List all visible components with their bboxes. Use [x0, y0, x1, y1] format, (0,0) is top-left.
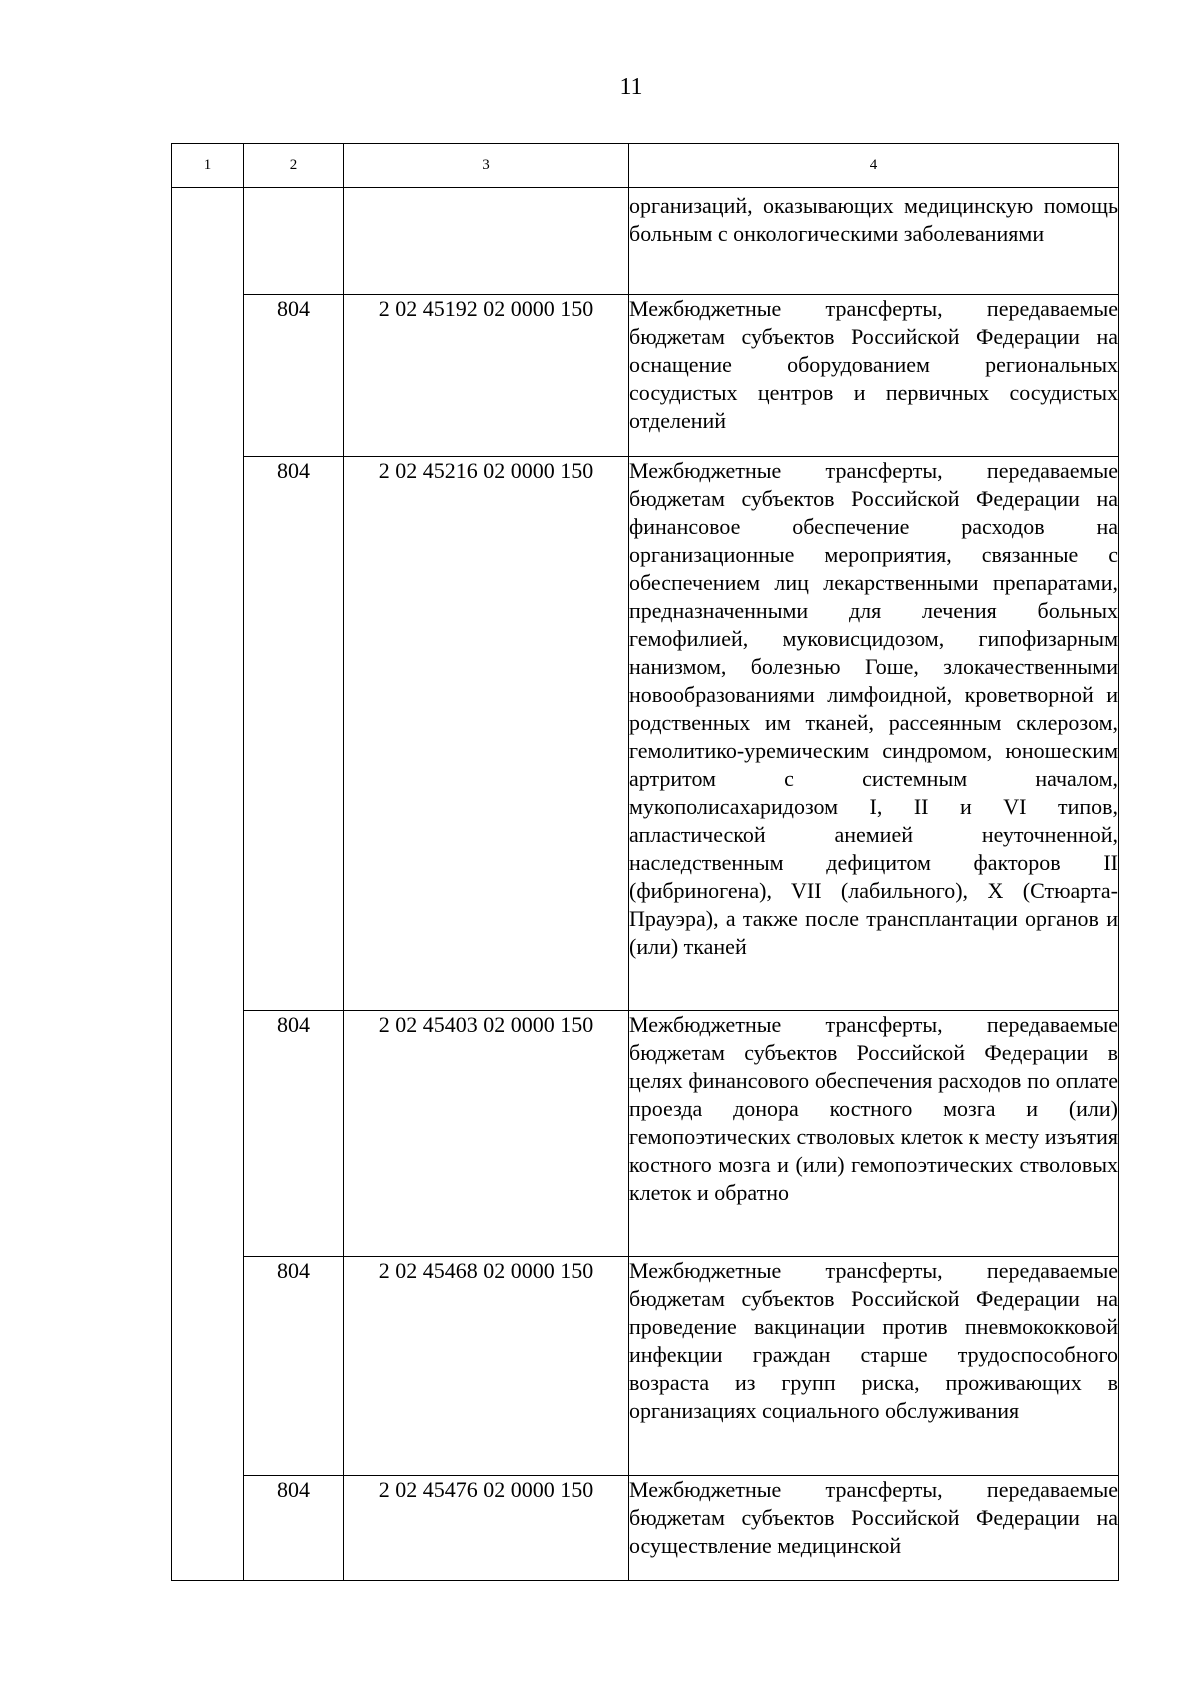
- table-header-row: [172, 144, 1119, 188]
- table-row: [172, 295, 1119, 457]
- budget-table: [171, 143, 1119, 1581]
- description-cell: организаций, оказывающих медицинскую помощь больным с онкологическими заболеваниями: [629, 188, 1119, 295]
- header-col-2: 2: [244, 144, 344, 188]
- admin-code-cell: [244, 188, 344, 295]
- admin-code-cell: 804: [244, 457, 344, 1011]
- budget-code-cell: 2 02 45403 02 0000 150: [344, 1011, 629, 1257]
- table-row: [172, 1011, 1119, 1257]
- header-col-1: 1: [172, 144, 244, 188]
- page-number: 11: [619, 74, 643, 100]
- admin-code-cell: 804: [244, 1476, 344, 1581]
- merged-empty-cell: [172, 188, 244, 1581]
- description-cell: Межбюджетные трансферты, передаваемые бюджетам субъектов Российской Федерации на проведение вакцинации против пневмококковой инфекции граждан старше трудоспособного возраста из групп риска, проживающих в организациях социального обслуживания: [629, 1257, 1119, 1476]
- budget-code-cell: 2 02 45216 02 0000 150: [344, 457, 629, 1011]
- admin-code-cell: 804: [244, 1011, 344, 1257]
- admin-code-cell: 804: [244, 295, 344, 457]
- description-cell: Межбюджетные трансферты, передаваемые бюджетам субъектов Российской Федерации на оснащение оборудованием региональных сосудистых центров и первичных сосудистых отделений: [629, 295, 1119, 457]
- budget-code-cell: 2 02 45468 02 0000 150: [344, 1257, 629, 1476]
- table-row: [172, 1476, 1119, 1581]
- header-col-4: 4: [629, 144, 1119, 188]
- description-cell: Межбюджетные трансферты, передаваемые бюджетам субъектов Российской Федерации на осуществление медицинской: [629, 1476, 1119, 1581]
- table-row: [172, 1257, 1119, 1476]
- budget-code-cell: [344, 188, 629, 295]
- budget-code-cell: 2 02 45192 02 0000 150: [344, 295, 629, 457]
- table-row: [172, 457, 1119, 1011]
- description-cell: Межбюджетные трансферты, передаваемые бюджетам субъектов Российской Федерации в целях финансового обеспечения расходов по оплате проезда донора костного мозга и (или) гемопоэтических стволовых клеток к месту изъятия костного мозга и (или) гемопоэтических стволовых клеток и обратно: [629, 1011, 1119, 1257]
- table-row: [172, 188, 1119, 295]
- header-col-3: 3: [344, 144, 629, 188]
- budget-code-cell: 2 02 45476 02 0000 150: [344, 1476, 629, 1581]
- description-cell: Межбюджетные трансферты, передаваемые бюджетам субъектов Российской Федерации на финансовое обеспечение расходов на организационные мероприятия, связанные с обеспечением лиц лекарственными препаратами, предназначенными для лечения больных гемофилией, муковисцидозом, гипофизарным нанизмом, болезнью Гоше, злокачественными новообразованиями лимфоидной, кроветворной и родственных им тканей, рассеянным склерозом, гемолитико-уремическим синдромом, юношеским артритом с системным началом, мукополисахаридозом I, II и VI типов, апластической анемией неуточненной, наследственным дефицитом факторов II (фибриногена), VII (лабильного), X (Стюарта-Прауэра), а также после трансплантации органов и (или) тканей: [629, 457, 1119, 1011]
- admin-code-cell: 804: [244, 1257, 344, 1476]
